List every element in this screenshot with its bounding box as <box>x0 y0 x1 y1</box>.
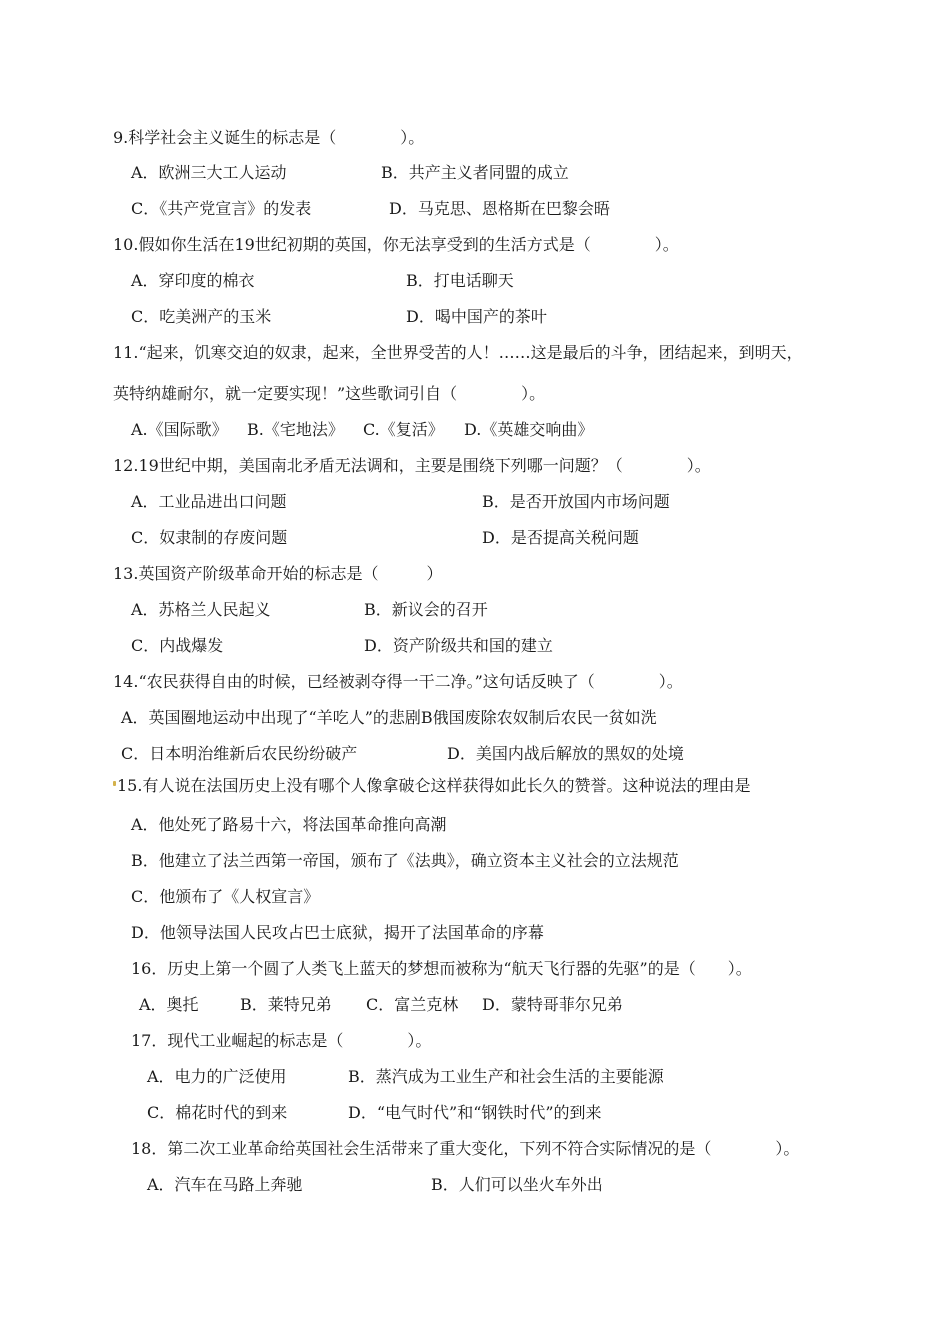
option-c: C．富兰克林 <box>366 995 459 1014</box>
option-a: A．电力的广泛使用 <box>147 1067 287 1086</box>
option-d: D．蒙特哥菲尔兄弟 <box>482 995 623 1014</box>
question-stem: 18．第二次工业革命给英国社会生活带来了重大变化，下列不符合实际情况的是（ ）。 <box>131 1139 800 1158</box>
option-b: B．莱特兄弟 <box>240 995 332 1014</box>
option-c: C．吃美洲产的玉米 <box>131 307 272 326</box>
option-d: D．是否提高关税问题 <box>482 528 639 547</box>
question-stem: 16．历史上第一个圆了人类飞上蓝天的梦想而被称为“航天飞行器的先驱”的是（ ）。 <box>131 959 752 978</box>
option-c: C．奴隶制的存废问题 <box>131 528 288 547</box>
margin-mark <box>113 781 116 786</box>
option-b: B.《宅地法》 <box>247 420 344 439</box>
option-a: A．奥托 <box>139 995 199 1014</box>
option-d: D．资产阶级共和国的建立 <box>364 636 553 655</box>
option-b: B．新议会的召开 <box>364 600 488 619</box>
option-c: C．《共产党宣言》的发表 <box>131 199 312 218</box>
option-b: B．蒸汽成为工业生产和社会生活的主要能源 <box>348 1067 664 1086</box>
question-stem: 17．现代工业崛起的标志是（ ）。 <box>131 1031 432 1050</box>
question-stem: 15.有人说在法国历史上没有哪个人像拿破仑这样获得如此长久的赞誉。这种说法的理由是 <box>117 776 751 795</box>
option-c: C．内战爆发 <box>131 636 224 655</box>
option-a: A.《国际歌》 <box>131 420 228 439</box>
question-stem-line-2: 英特纳雄耐尔，就一定要实现！”这些歌词引自（ ）。 <box>113 384 546 403</box>
option-d: D．喝中国产的茶叶 <box>406 307 547 326</box>
option-d: D．美国内战后解放的黑奴的处境 <box>447 744 684 763</box>
option-b: B．是否开放国内市场问题 <box>482 492 670 511</box>
option-d: D．“电气时代”和“钢铁时代”的到来 <box>348 1103 602 1122</box>
option-a: A．穿印度的棉衣 <box>131 271 255 290</box>
question-stem-line-1: 11.“起来，饥寒交迫的奴隶，起来，全世界受苦的人！……这是最后的斗争，团结起来，到明天， <box>113 343 803 362</box>
option-d: D．他领导法国人民攻占巴士底狱，揭开了法国革命的序幕 <box>131 923 544 942</box>
question-stem: 13.英国资产阶级革命开始的标志是（ ） <box>113 564 443 583</box>
option-b: B．人们可以坐火车外出 <box>431 1175 603 1194</box>
option-b: B．共产主义者同盟的成立 <box>381 163 569 182</box>
option-c: C．日本明治维新后农民纷纷破产 <box>121 744 358 763</box>
option-c: C．棉花时代的到来 <box>147 1103 288 1122</box>
option-d: D.《英雄交响曲》 <box>464 420 594 439</box>
question-stem: 12.19世纪中期，美国南北矛盾无法调和，主要是围绕下列哪一问题？（ ）。 <box>113 456 711 475</box>
question-stem: 10.假如你生活在19世纪初期的英国，你无法享受到的生活方式是（ ）。 <box>113 235 679 254</box>
option-c: C．他颁布了《人权宣言》 <box>131 887 320 906</box>
question-stem: 14.“农民获得自由的时候，已经被剥夺得一干二净。”这句话反映了（ ）。 <box>113 672 683 691</box>
option-c: C.《复活》 <box>363 420 444 439</box>
option-a: A．欧洲三大工人运动 <box>131 163 287 182</box>
option-d: D．马克思、恩格斯在巴黎会晤 <box>389 199 610 218</box>
option-a: A．工业品进出口问题 <box>131 492 287 511</box>
option-a: A．苏格兰人民起义 <box>131 600 271 619</box>
question-stem: 9.科学社会主义诞生的标志是（ ）。 <box>113 128 425 147</box>
option-b: B．他建立了法兰西第一帝国，颁布了《法典》，确立资本主义社会的立法规范 <box>131 851 679 870</box>
option-a: A．汽车在马路上奔驰 <box>147 1175 303 1194</box>
option-b: B．打电话聊天 <box>406 271 514 290</box>
option-a: A．他处死了路易十六，将法国革命推向高潮 <box>131 815 447 834</box>
option-a-b: A．英国圈地运动中出现了“羊吃人”的悲剧B俄国废除农奴制后农民一贫如洗 <box>121 708 657 727</box>
